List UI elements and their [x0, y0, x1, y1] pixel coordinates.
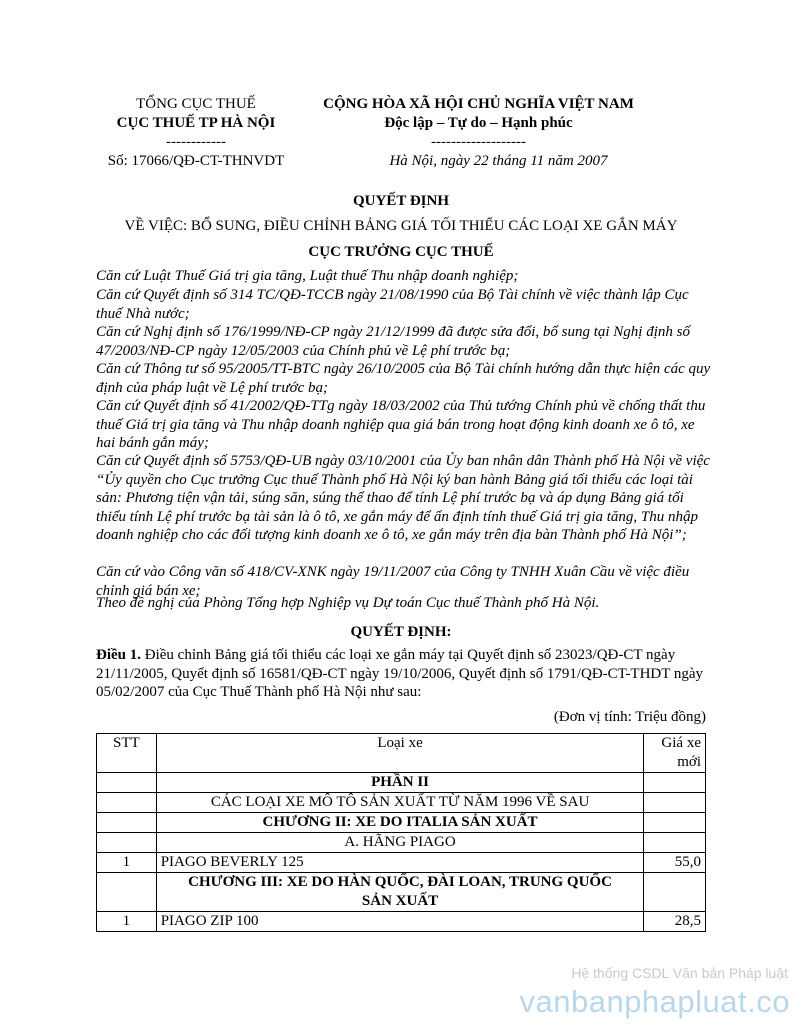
preamble-item: Căn cứ Quyết định số 314 TC/QĐ-TCCB ngày 21/08/1990 của Bộ Tài chính về việc thành lập Cục thuế Nhà nước;	[96, 287, 689, 322]
row-name: PIAGO ZIP 100	[156, 912, 644, 932]
row-price	[644, 873, 706, 912]
agency-name: CỤC THUẾ TP HÀ NỘI	[116, 115, 276, 131]
nation-block	[296, 95, 661, 171]
preamble-item: Căn cứ vào Công văn số 418/CV-XNK ngày 19/11/2007 của Công ty TNHH Xuân Cầu về việc điều chỉnh giá bán xe;	[96, 564, 690, 599]
preamble-item: Theo đề nghị của Phòng Tổng hợp Nghiệp vụ Dự toán Cục thuế Thành phố Hà Nội.	[96, 595, 600, 611]
preamble-item: Căn cứ Quyết định số 41/2002/QĐ-TTg ngày 18/03/2002 của Thủ tướng Chính phủ về chống thất thu thuế Giá trị gia tăng và Thu nhập doanh nghiệp qua giá bán trong hoạt động kinh doanh xe ô tô, xe hai bánh gắn máy;	[96, 398, 706, 451]
row-price: 28,5	[644, 912, 706, 932]
header-stt: STT	[97, 734, 157, 773]
preamble-item: Căn cứ Quyết định số 5753/QĐ-UB ngày 03/10/2001 của Ủy ban nhân dân Thành phố Hà Nội về việc “Ủy quyền cho Cục trưởng Cục thuế Thành phố Hà Nội ký ban hành Bảng giá tối thiểu các loại tài sản: Phương tiện vận tải, súng săn, súng thể thao để tính Lệ phí trước bạ và áp dụng Bảng giá tối thiểu tính Lệ phí trước bạ tài sản là ô tô, xe gắn máy để ấn định tính thuế Giá trị gia tăng, Thu nhập doanh nghiệp cho các đối tượng kinh doanh xe ô tô, xe gắn máy trên địa bàn Thành phố Hà Nội”;	[96, 453, 710, 543]
doc-subject: VỀ VIỆC: BỔ SUNG, ĐIỀU CHỈNH BẢNG GIÁ TỐI THIỂU CÁC LOẠI XE GẮN MÁY	[124, 218, 678, 234]
row-price	[644, 813, 706, 833]
article-1	[96, 646, 711, 702]
table-row	[97, 813, 706, 833]
row-stt	[97, 793, 157, 813]
watermark-caption: Hệ thống CSDL Văn bản Pháp luật	[571, 965, 788, 981]
motto-rule: -------------------	[431, 134, 526, 150]
doc-number: Số: 17066/QĐ-CT-THNVDT	[107, 153, 285, 169]
table-row	[97, 912, 706, 932]
header-name: Loại xe	[156, 734, 644, 773]
watermark-site: vanbanphapluat.co	[519, 984, 790, 1019]
doc-date: Hà Nội, ngày 22 tháng 11 năm 2007	[389, 153, 608, 169]
agency-parent: TỔNG CỤC THUẾ	[136, 96, 256, 112]
row-name: CHƯƠNG III: XE DO HÀN QUỐC, ĐÀI LOAN, TRUNG QUỐC SẢN XUẤT	[156, 873, 644, 912]
article-1-label: Điều 1.	[96, 647, 141, 663]
preamble-item: Căn cứ Thông tư số 95/2005/TT-BTC ngày 26/10/2005 của Bộ Tài chính hướng dẫn thực hiện các quy định của pháp luật về Lệ phí trước bạ;	[96, 361, 711, 396]
preamble-item: Căn cứ Luật Thuế Giá trị gia tăng, Luật thuế Thu nhập doanh nghiệp;	[96, 268, 519, 284]
row-stt: 1	[97, 912, 157, 932]
row-stt	[97, 773, 157, 793]
preamble-item: Căn cứ Nghị định số 176/1999/NĐ-CP ngày 21/12/1999 đã được sửa đổi, bổ sung tại Nghị định số 47/2003/NĐ-CP ngày 12/05/2003 của Chính phủ về Lệ phí trước bạ;	[96, 324, 690, 359]
row-price	[644, 793, 706, 813]
row-stt	[97, 873, 157, 912]
row-price	[644, 773, 706, 793]
row-name: PIAGO BEVERLY 125	[156, 853, 644, 873]
row-price	[644, 833, 706, 853]
authority: CỤC TRƯỞNG CỤC THUẾ	[308, 244, 494, 260]
table-header-row	[97, 734, 706, 773]
header-price: Giá xe mới	[644, 734, 706, 773]
table-row	[97, 773, 706, 793]
row-stt	[97, 833, 157, 853]
row-stt: 1	[97, 853, 157, 873]
row-name: CHƯƠNG II: XE DO ITALIA SẢN XUẤT	[156, 813, 644, 833]
table-row	[97, 793, 706, 813]
nation-title: CỘNG HÒA XÃ HỘI CHỦ NGHĨA VIỆT NAM	[323, 96, 634, 112]
row-name: PHẦN II	[156, 773, 644, 793]
price-table	[96, 733, 706, 932]
article-1-text: Điều chỉnh Bảng giá tối thiểu các loại xe gắn máy tại Quyết định số 23023/QĐ-CT ngày 21/11/2005, Quyết định số 16581/QĐ-CT ngày 19/10/2006, Quyết định số 1791/QĐ-CT-THDT ngày 05/02/2007 của Cục Thuế Thành phố Hà Nội như sau:	[96, 647, 704, 700]
table-row	[97, 873, 706, 912]
table-row	[97, 833, 706, 853]
row-stt	[97, 813, 157, 833]
motto: Độc lập – Tự do – Hạnh phúc	[384, 115, 573, 131]
row-name: A. HÃNG PIAGO	[156, 833, 644, 853]
row-name: CÁC LOẠI XE MÔ TÔ SẢN XUẤT TỪ NĂM 1996 VỀ SAU	[156, 793, 644, 813]
decision-heading: QUYẾT ĐỊNH:	[350, 624, 452, 640]
table-row	[97, 853, 706, 873]
unit-note: (Đơn vị tính: Triệu đồng)	[553, 709, 706, 725]
doc-title: QUYẾT ĐỊNH	[353, 193, 449, 209]
row-price: 55,0	[644, 853, 706, 873]
agency-rule: ------------	[166, 134, 226, 150]
agency-block	[96, 95, 296, 171]
